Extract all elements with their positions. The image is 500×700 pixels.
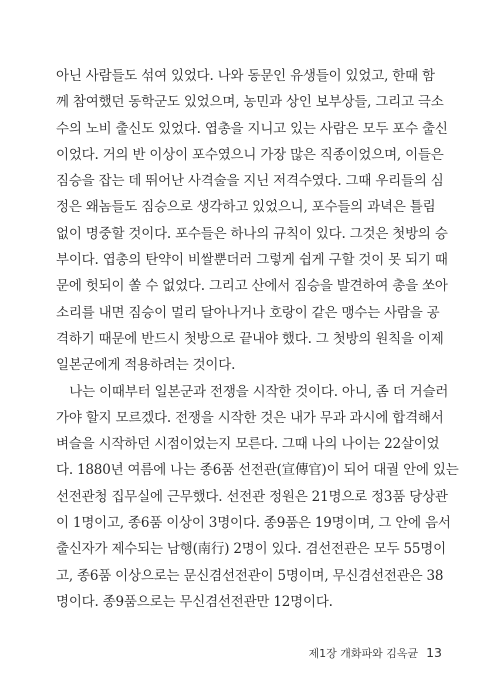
body-line: 소리를 내면 짐승이 멀리 달아나거나 호랑이 같은 맹수는 사람을 공 (56, 304, 440, 321)
body-line: 문에 헛되이 쏠 수 없었다. 그리고 산에서 짐승을 발견하여 총을 쏘아 (56, 278, 448, 295)
body-line: 짐승을 잡는 데 뛰어난 사격술을 지닌 저격수였다. 그때 우리들의 심 (56, 173, 444, 190)
body-line: 벼슬을 시작하던 시점이었는지 모른다. 그때 나의 나이는 22살이었 (56, 436, 440, 453)
body-line: 명이다. 종9품으로는 무신겸선전관만 12명이다. (56, 593, 333, 610)
body-line: 가야 할지 모르겠다. 전쟁을 시작한 것은 내가 무과 과시에 합격해서 (56, 409, 444, 426)
body-line: 출신자가 제수되는 남행(南行) 2명이 있다. 겸선전관은 모두 55명이 (56, 541, 446, 558)
page-body (56, 63, 459, 615)
body-line: 께 참여했던 동학군도 있었으며, 농민과 상인 보부상들, 그리고 극소 (56, 94, 444, 111)
body-line: 일본군에게 적용하려는 것이다. (56, 357, 236, 374)
running-head: 제1장 개화파와 김옥균 (308, 647, 419, 660)
body-line: 고, 종6품 이상으로는 문신겸선전관이 5명이며, 무신겸선전관은 38 (56, 567, 444, 584)
body-line: 이었다. 거의 반 이상이 포수였으니 가장 많은 직종이었으며, 이들은 (56, 146, 444, 163)
body-line: 부이다. 엽총의 탄약이 비쌀뿐더러 그렇게 쉽게 구할 것이 못 되기 때 (56, 252, 448, 269)
body-line: 이 1명이고, 종6품 이상이 3명이다. 종9품은 19명이며, 그 안에 음서 (56, 515, 451, 532)
body-line: 정은 왜놈들도 짐승으로 생각하고 있었으니, 포수들의 과녁은 틀림 (56, 199, 436, 216)
body-line: 없이 명중할 것이다. 포수들은 하나의 규칙이 있다. 그것은 첫방의 승 (56, 225, 448, 242)
body-line: 아닌 사람들도 섞여 있었다. 나와 동문인 유생들이 있었고, 한때 함 (56, 68, 435, 84)
page-number: 13 (426, 645, 442, 660)
body-line: 다. 1880년 여름에 나는 종6품 선전관(宣傳官)이 되어 대궐 안에 있는 (56, 462, 459, 479)
body-line: 나는 이때부터 일본군과 전쟁을 시작한 것이다. 아니, 좀 더 거슬러 (56, 383, 449, 400)
body-line: 선전관청 집무실에 근무했다. 선전관 정원은 21명으로 정3품 당상관 (56, 488, 448, 505)
page-footer (308, 645, 442, 661)
body-line: 격하기 때문에 반드시 첫방으로 끝내야 했다. 그 첫방의 원칙을 이제 (56, 330, 444, 347)
body-line: 수의 노비 출신도 있었다. 엽총을 지니고 있는 사람은 모두 포수 출신 (56, 120, 448, 137)
